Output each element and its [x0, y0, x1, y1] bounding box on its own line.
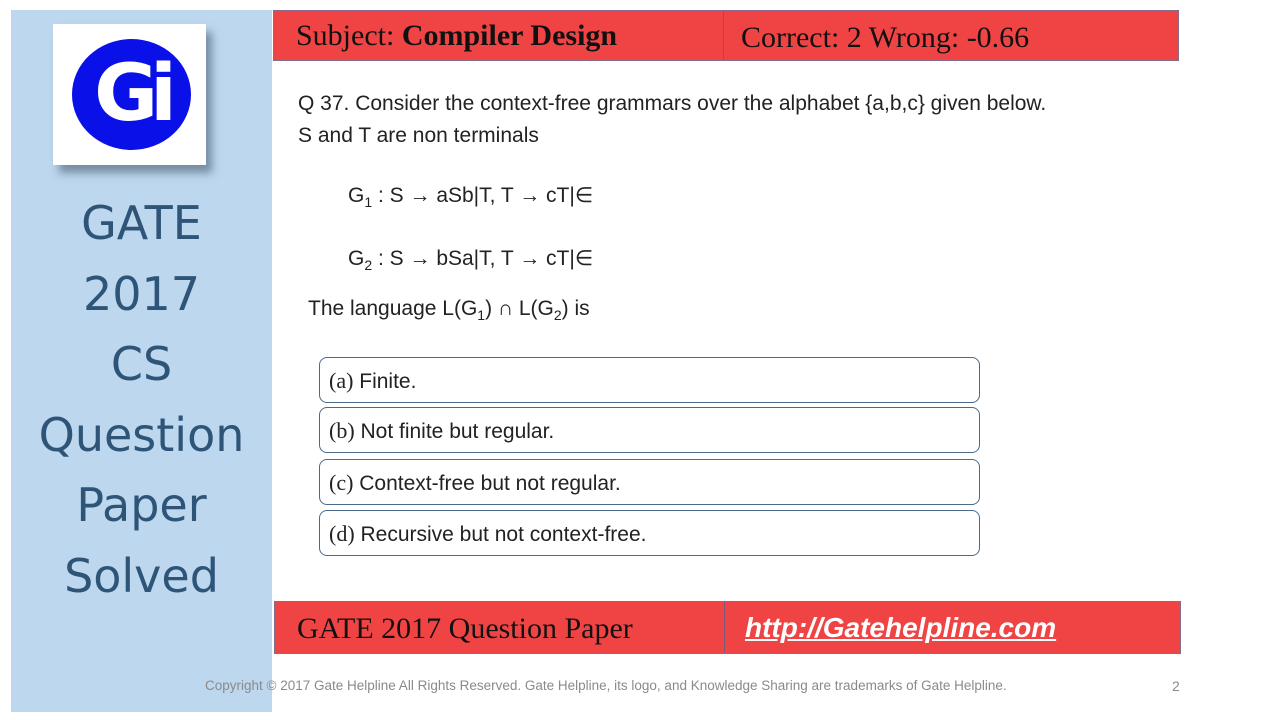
lang-text: The language L(G [308, 297, 478, 320]
grammar-rule: : S → bSa|T, T → cT|∈ [372, 247, 594, 270]
option-text: Context-free but not regular. [353, 472, 621, 495]
option-text: Finite. [353, 370, 417, 393]
gate-helpline-logo [53, 24, 206, 165]
grammar-name: G [348, 247, 365, 270]
option-b[interactable] [319, 407, 980, 453]
footer-title: GATE 2017 Question Paper [297, 612, 633, 645]
lang-sub: 1 [477, 307, 486, 324]
option-letter: (a) [329, 368, 354, 393]
option-c[interactable] [319, 459, 980, 505]
language-question [308, 297, 590, 323]
grammar-sub: 1 [364, 194, 373, 211]
marks-info: Correct: 2 Wrong: -0.66 [741, 21, 1030, 54]
lang-text: ) ∩ L(G [485, 297, 554, 320]
question-line: Q 37. Consider the context-free grammars over the alphabet {a,b,c} given below. [298, 92, 1047, 115]
sidebar-title [11, 188, 272, 611]
option-text: Not finite but regular. [354, 420, 555, 443]
sidebar-title-line: Paper [76, 478, 207, 532]
header-bar [273, 10, 1179, 61]
option-letter: (b) [329, 418, 355, 443]
subject-name: Compiler Design [401, 19, 618, 52]
subject-prefix: Subject: [296, 19, 402, 52]
option-letter: (d) [329, 521, 355, 546]
sidebar-title-line: Solved [64, 548, 219, 603]
option-letter: (c) [329, 470, 354, 495]
sidebar-title-line: Question [38, 407, 245, 462]
grammar-rule: : S → aSb|T, T → cT|∈ [372, 184, 594, 207]
question-text [298, 88, 1046, 152]
lang-text: ) is [561, 297, 590, 320]
question-line: S and T are non terminals [298, 124, 539, 147]
option-a[interactable] [319, 357, 980, 403]
grammar-name: G [348, 184, 365, 207]
sidebar-title-line: 2017 [82, 266, 201, 321]
divider [724, 602, 725, 653]
grammar-g1 [348, 183, 593, 210]
grammar-sub: 2 [364, 257, 373, 274]
lang-sub: 2 [553, 307, 562, 324]
grammar-g2 [348, 246, 593, 273]
option-d[interactable] [319, 510, 980, 556]
subject-label [296, 19, 617, 53]
logo-circle: Gi [72, 39, 191, 150]
copyright-text: Copyright © 2017 Gate Helpline All Rights Reserved. Gate Helpline, its logo, and Knowledge Sharing are trademarks of Gate Helpline. [205, 678, 1007, 693]
option-text: Recursive but not context-free. [354, 523, 647, 546]
page-number: 2 [1172, 678, 1180, 694]
divider [723, 11, 724, 60]
website-link[interactable]: http://Gatehelpline.com [745, 612, 1057, 643]
sidebar-title-line: CS [110, 337, 173, 391]
footer-bar [274, 601, 1181, 654]
sidebar-title-line: GATE [81, 196, 202, 250]
